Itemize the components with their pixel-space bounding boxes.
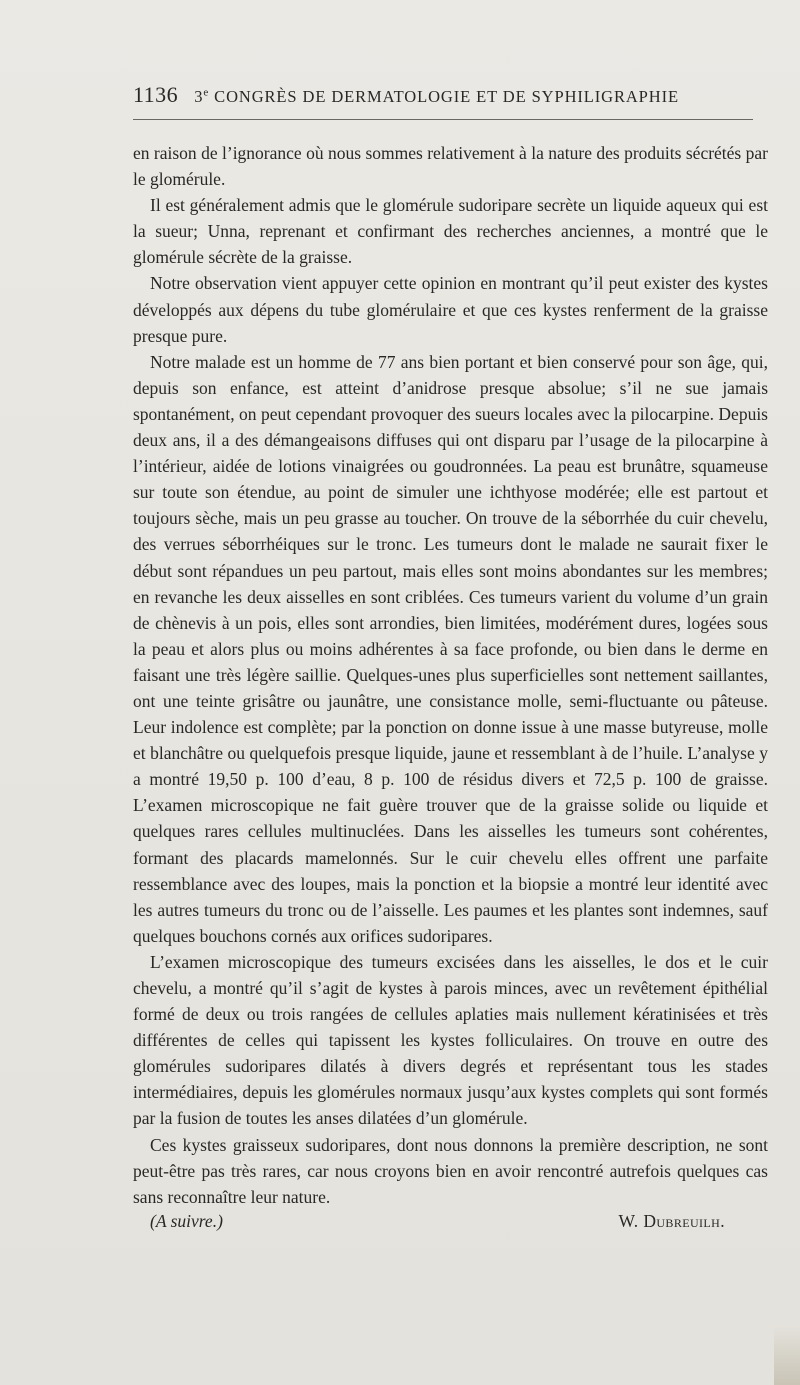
paragraph-continuation: en raison de l’ignorance où nous sommes relativement à la nature des produits sécrétés par le glomérule. — [133, 143, 768, 190]
paragraph: L’examen microscopique des tumeurs excisées dans les aisselles, le dos et le cuir chevelu, a montré qu’il s’agit de kystes à parois minces, avec un revêtement épithélial formé de deux ou trois rangées de cellules aplaties mais nullement kératinisées et très différentes de celles qui tapissent les kystes folliculaires. On trouve en outre des glomérules sudoripares dilatés à divers degrés et représentant tous les stades intermédiaires, depuis les glomérules normaux jusqu’aux kystes complets qui sont formés par la fusion de toutes les anses dilatées d’un glomérule. — [133, 951, 768, 1129]
continuation-note: (A suivre.) — [150, 1211, 223, 1231]
congress-ordinal-suffix: e — [203, 86, 210, 99]
paragraph: Notre observation vient appuyer cette opinion en montrant qu’il peut exister des kystes développés aux dépens du tube glomérulaire et que ces kystes renferment de la graisse presque pure. — [133, 273, 768, 346]
author-name: Dubreuilh. — [643, 1211, 725, 1231]
running-title — [194, 87, 679, 107]
page-number: 1136 — [133, 82, 179, 107]
page-edge-stain — [774, 1325, 800, 1385]
author-signature — [618, 1208, 725, 1234]
article-body — [133, 140, 768, 1210]
running-header — [133, 82, 753, 108]
signoff — [150, 1208, 725, 1234]
running-title-text: CONGRÈS DE DERMATOLOGIE ET DE SYPHILIGRAPHIE — [214, 87, 679, 106]
paragraph: Il est généralement admis que le glomérule sudoripare secrète un liquide aqueux qui est la sueur; Unna, reprenant et confirmant des recherches anciennes, a montré que le glomérule sécrète de la graisse. — [133, 195, 768, 268]
author-initial: W. — [618, 1211, 639, 1231]
header-rule — [133, 119, 753, 120]
paragraph: Notre malade est un homme de 77 ans bien portant et bien conservé pour son âge, qui, depuis son enfance, est atteint d’anidrose presque absolue; s’il ne sue jamais spontanément, on peut cependant provoquer des sueurs locales avec la pilocarpine. Depuis deux ans, il a des démangeaisons diffuses qui ont disparu par l’usage de la pilocarpine à l’intérieur, aidée de lotions vinaigrées ou goudronnées. La peau est brunâtre, squameuse sur toute son étendue, au point de simuler une ichthyose modérée; elle est partout et toujours sèche, mais un peu grasse au toucher. On trouve de la séborrhée du cuir chevelu, des verrues séborrhéiques sur le tronc. Les tumeurs dont le malade ne saurait fixer le début sont répandues un peu partout, mais elles sont moins abondantes sur les membres; en revanche les deux aisselles en sont criblées. Ces tumeurs varient du volume d’un grain de chènevis à un pois, elles sont arrondies, bien limitées, modérément dures, logées sous la peau et alors plus ou moins adhérentes à sa face profonde, ou bien dans le derme en faisant une très légère saillie. Quelques-unes plus superficielles sont nettement saillantes, ont une teinte grisâtre ou jaunâtre, une consistance molle, semi-fluctuante ou pâteuse. Leur indolence est complète; par la ponction on donne issue à une masse butyreuse, molle et blanchâtre ou quelquefois presque liquide, jaune et ressemblant à de l’huile. L’analyse y a montré 19,50 p. 100 d’eau, 8 p. 100 de résidus divers et 72,5 p. 100 de graisse. L’examen microscopique ne fait guère trouver que de la graisse solide ou liquide et quelques rares cellules multinuclées. Dans les aisselles les tumeurs sont cohérentes, formant des placards mamelonnés. Sur le cuir chevelu elles offrent une parfaite ressemblance avec des loupes, mais la ponction et la biopsie a montré leur identité avec les autres tumeurs du tronc ou de l’aisselle. Les paumes et les plantes sont indemnes, sauf quelques bouchons cornés aux orifices sudoripares. — [133, 351, 768, 946]
congress-ordinal: 3 — [194, 87, 204, 106]
paragraph: Ces kystes graisseux sudoripares, dont nous donnons la première description, ne sont peut-être pas très rares, car nous croyons bien en avoir rencontré autrefois quelques cas sans reconnaître leur nature. — [133, 1134, 768, 1207]
